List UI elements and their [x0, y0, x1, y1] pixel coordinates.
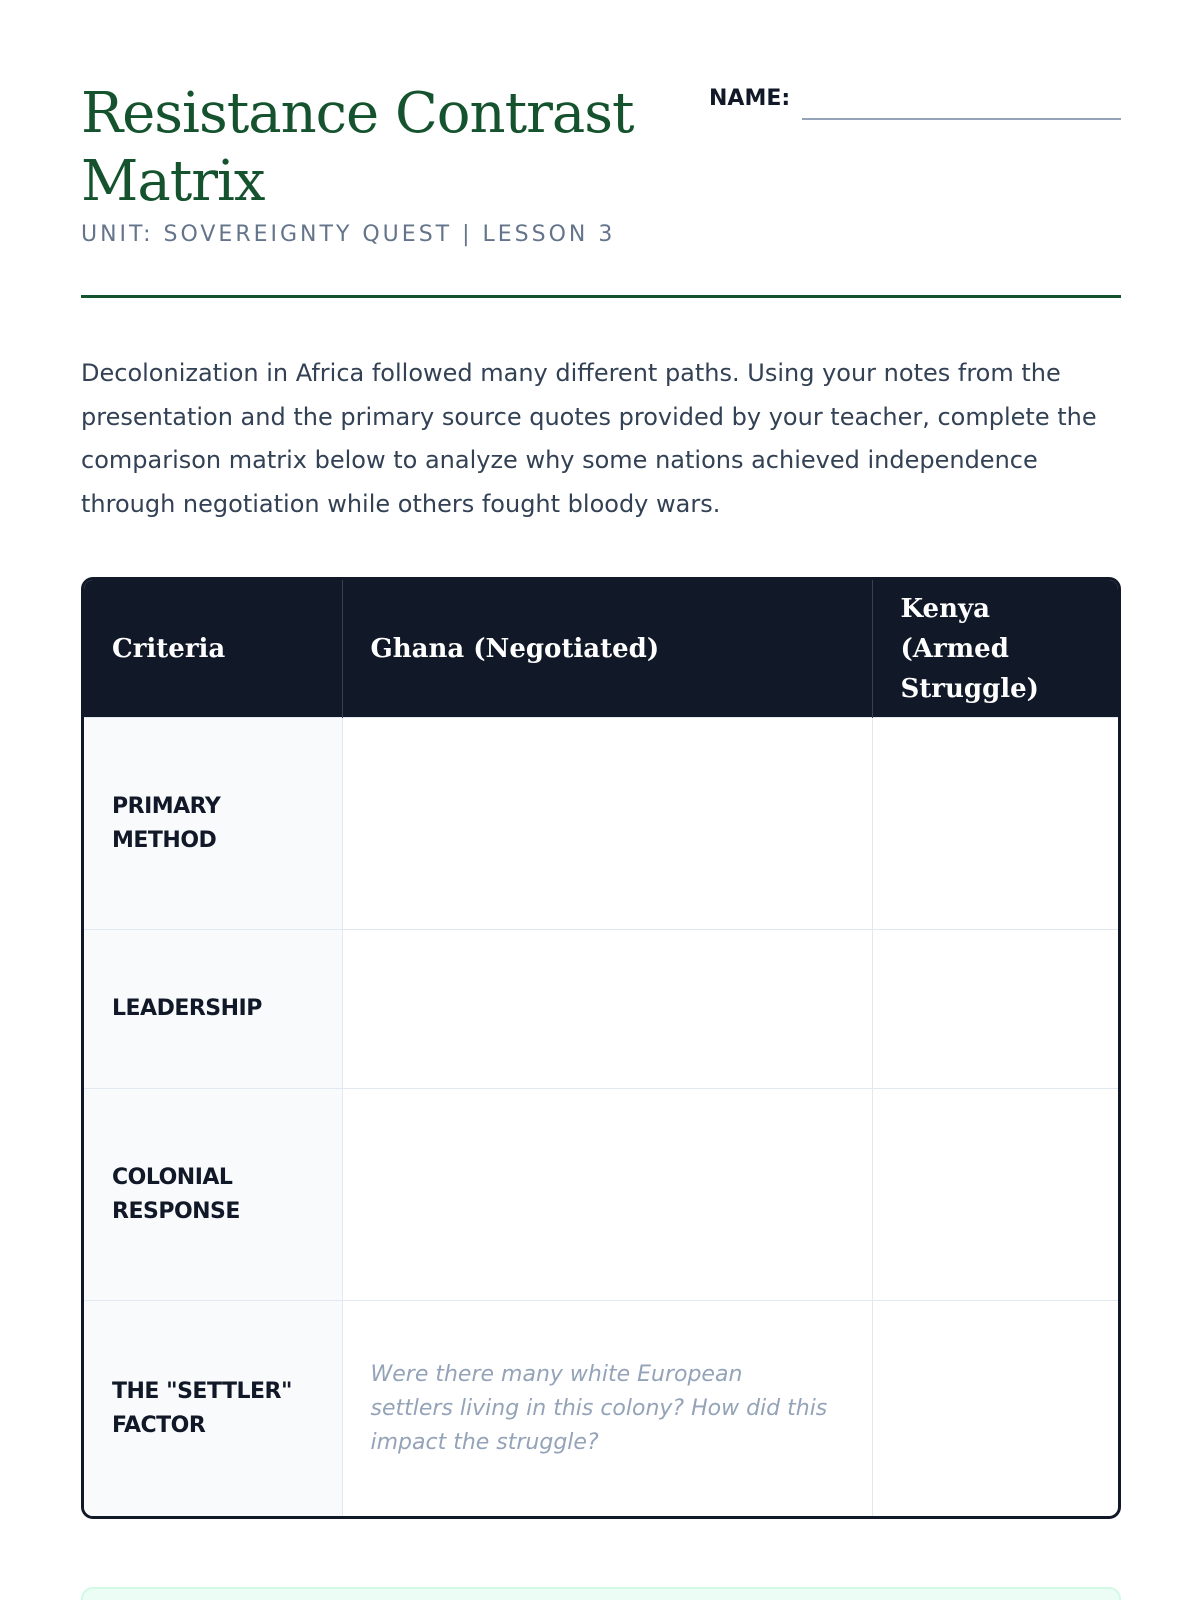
table-row — [84, 718, 1118, 930]
answer-cell-ghana[interactable] — [342, 718, 872, 930]
column-header-kenya: Kenya (Armed Struggle) — [872, 580, 1118, 718]
answer-cell-ghana[interactable] — [342, 930, 872, 1089]
worksheet-page — [81, 0, 1121, 1455]
answer-cell-kenya[interactable] — [872, 1301, 1118, 1516]
table-row — [84, 1089, 1118, 1301]
matrix-table — [84, 580, 1118, 1516]
name-field-block — [709, 86, 1121, 122]
worksheet-header — [81, 0, 1121, 298]
criteria-cell: LEADERSHIP — [84, 930, 342, 1089]
comparison-matrix — [81, 577, 1121, 1519]
answer-cell-kenya[interactable] — [872, 1089, 1118, 1301]
answer-cell-ghana[interactable] — [342, 1301, 872, 1516]
matrix-header-row — [84, 580, 1118, 718]
intro-paragraph: Decolonization in Africa followed many different paths. Using your notes from the presentation and the primary source quotes provided by your teacher, complete the comparison matrix below to analyze why some nations achieved independence through negotiation while others fought bloody wars. — [81, 359, 1097, 518]
answer-cell-kenya[interactable] — [872, 930, 1118, 1089]
answer-cell-kenya[interactable] — [872, 718, 1118, 930]
page-title: Resistance Contrast Matrix — [81, 81, 634, 214]
next-section-box — [81, 1587, 1121, 1600]
name-input-line[interactable] — [802, 118, 1121, 120]
name-label: NAME: — [709, 86, 791, 111]
table-row — [84, 930, 1118, 1089]
criteria-cell: THE "SETTLER" FACTOR — [84, 1301, 342, 1516]
unit-subtitle: UNIT: SOVEREIGNTY QUEST | LESSON 3 — [81, 222, 616, 247]
settler-hint-text: Were there many white European settlers living in this colony? How did this impact the struggle? — [370, 1361, 828, 1455]
criteria-cell: COLONIAL RESPONSE — [84, 1089, 342, 1301]
criteria-cell: PRIMARY METHOD — [84, 718, 342, 930]
column-header-ghana: Ghana (Negotiated) — [342, 580, 872, 718]
table-row — [84, 1301, 1118, 1516]
answer-cell-ghana[interactable] — [342, 1089, 872, 1301]
column-header-criteria: Criteria — [84, 580, 342, 718]
